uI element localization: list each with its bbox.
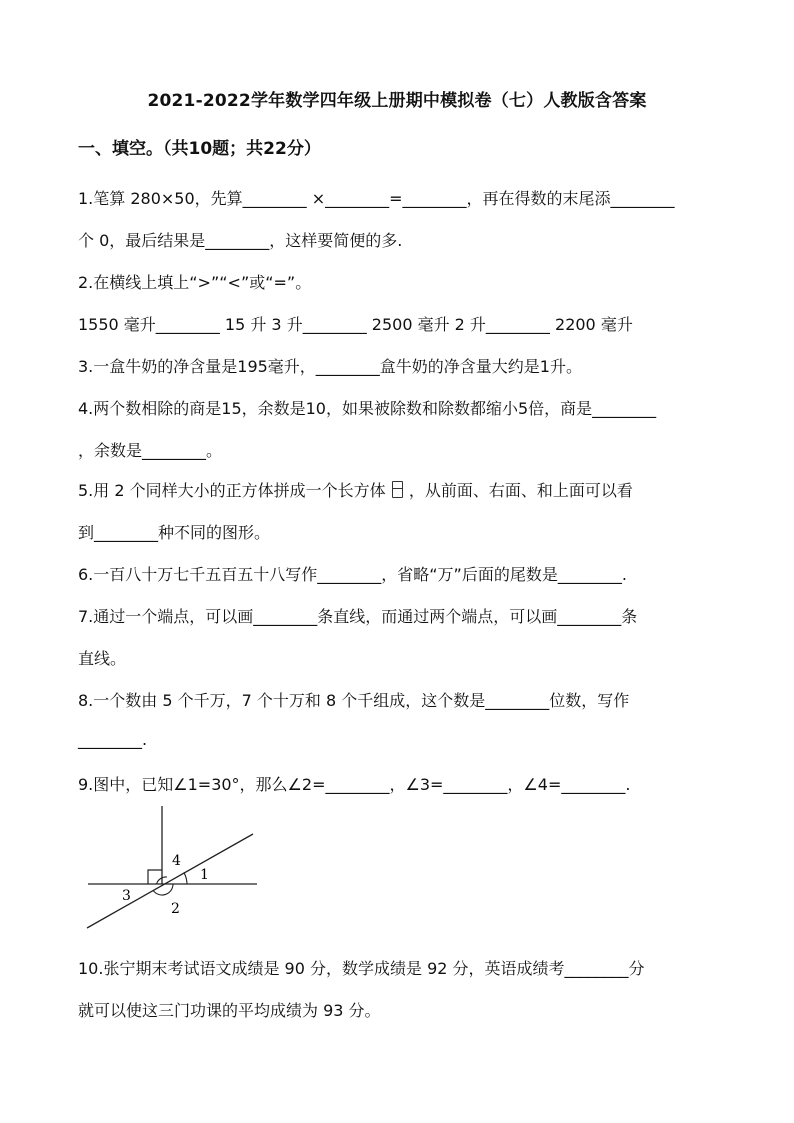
question-8-line-1: 8.一个数由 5 个千万，7 个十万和 8 个千组成，这个数是________位数，写作 [78, 691, 630, 710]
question-7-line-1: 7.通过一个端点，可以画________条直线，而通过两个端点，可以画________条 [78, 607, 638, 626]
question-3: 3.一盒牛奶的净含量是195毫升，________盒牛奶的净含量大约是1升。 [78, 357, 582, 376]
question-7-line-2: 直线。 [78, 649, 127, 668]
question-1-line-2: 个 0，最后结果是________，这样要简便的多. [78, 231, 403, 250]
question-10-line-2: 就可以使这三门功课的平均成绩为 93 分。 [78, 1001, 381, 1020]
angle-1-arc [184, 872, 187, 884]
section-heading: 一、填空。（共10题；共22分） [78, 139, 321, 159]
question-2-line-2: 1550 毫升________ 15 升 3 升________ 2500 毫升 2 升________ 2200 毫升 [78, 315, 633, 334]
angle-figure [85, 800, 265, 930]
exam-title: 2021-2022学年数学四年级上册期中模拟卷（七）人教版含答案 [147, 91, 647, 111]
angle-label-1: 1 [200, 867, 209, 883]
question-5-text-a: 5.用 2 个同样大小的正方体拼成一个长方体 [78, 481, 386, 500]
question-4-line-2: ，余数是________。 [78, 441, 223, 460]
question-5-text-b: ，从前面、右面、和上面可以看 [408, 481, 633, 500]
question-9: 9.图中，已知∠1=30°，那么∠2=________，∠3=________，∠4=________. [78, 775, 631, 794]
right-angle-mark [148, 870, 162, 884]
question-1-line-1: 1.笔算 280×50，先算________ ×________=________，再在得数的末尾添________ [78, 189, 675, 208]
question-8-line-2: ________. [78, 730, 148, 749]
oblique-line [87, 834, 253, 928]
question-6: 6.一百八十万七千五百五十八写作________，省略“万”后面的尾数是________. [78, 565, 627, 584]
question-5-line-1 [78, 478, 633, 501]
angle-label-3: 3 [122, 888, 131, 904]
question-10-line-1: 10.张宁期末考试语文成绩是 90 分，数学成绩是 92 分，英语成绩考________分 [78, 959, 645, 978]
question-2-line-1: 2.在横线上填上“>”“<”或“=”。 [78, 273, 312, 292]
question-5-line-2: 到________种不同的图形。 [78, 523, 271, 542]
angle-label-4: 4 [172, 853, 181, 869]
question-4-line-1: 4.两个数相除的商是15，余数是10，如果被除数和除数都缩小5倍，商是________ [78, 399, 657, 418]
cuboid-icon [392, 481, 403, 498]
angle-label-2: 2 [171, 901, 180, 917]
